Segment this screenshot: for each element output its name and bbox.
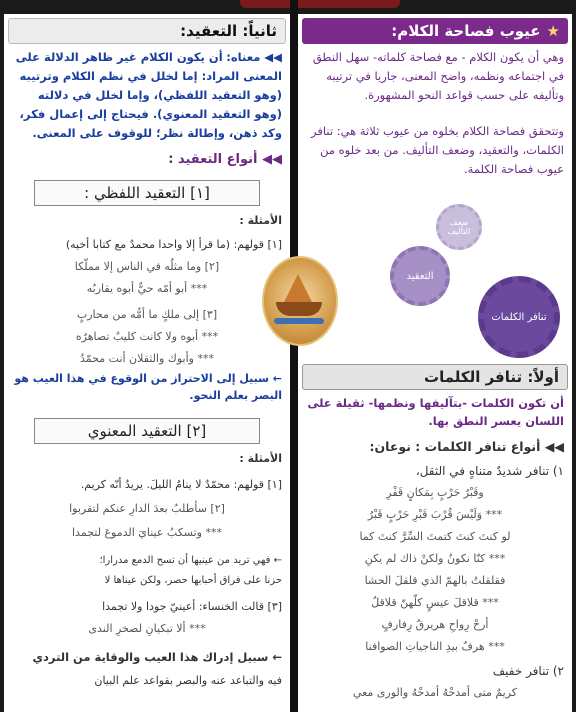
meaning-label: ◀◀ معناه: [226, 50, 282, 64]
poem-line: كريمٌ متى أمدحْهُ أمدحْهُ والورى معي [352, 686, 518, 699]
example-line: [٢] وما مثلُه في الناس إلا مملّكا [74, 260, 220, 273]
meaning-paragraph [12, 48, 282, 143]
diagram-label: تنافر الكلمات [491, 311, 547, 323]
left-column [4, 14, 290, 712]
intro-paragraph: وهي أن يكون الكلام - مع فصاحة كلماته- سهل النطق في اجتماعه ونظمه، واضح المعنى، جاريا في ترتيبه وتأليفه على حسب قواعد النحو المشهورة. [312, 50, 564, 102]
header-text: أولاً: تنافر الكلمات [424, 368, 559, 386]
poem-line: أرحْ رِواحِ هريرقُ رِفارفٍ [381, 618, 489, 631]
example-line: *** ألا تبكيانِ لصخرِ الندى [88, 622, 206, 635]
subheader-semantic-complexity: [٢] التعقيد المعنوي [34, 418, 260, 444]
example-line: *** أبو أمّه حيٌّ أبوه يقاربُه [86, 282, 208, 295]
examples-label: الأمثلة : [239, 214, 282, 227]
dissonance-definition: أن تكون الكلمات -بتآليفها ونظمها- ثقيلة على اللسان يعسر النطق بها. [307, 396, 564, 428]
diagram-label: ضعف التأليف [447, 218, 471, 236]
note-rhetoric-1: ← سبيل إدراك هذا العيب والوقاية من التردي [32, 650, 282, 664]
diagram-label: التعقيد [406, 270, 434, 282]
example-line: [٢] سأطلبُ بعدَ الدارِ عنكم لتقربوا [69, 502, 225, 515]
section-header-complexity [8, 18, 286, 44]
meaning-text: أن يكون الكلام غير ظاهر الدلالة على المعنى المراد: إما لخلل في نظم الكلام وترتيبه (وهو التعقيد اللفظي)، وإما لخلل في دلالته (وهو التعقيد المعنوي). فيحتاج إلى إعمال فكر، وكد ذهن، وإطالة نظر؛ للوقوف على المعنى. [15, 50, 282, 140]
example-line: ← فهي تريد من عينيها أن تسح الدمع مدرارا؛ [99, 555, 282, 566]
diagram-circle-word-dissonance [478, 276, 560, 358]
subheader-verbal-complexity: [١] التعقيد اللفظي : [34, 180, 260, 206]
ship-logo [262, 256, 338, 346]
section-header-faults [302, 18, 568, 44]
top-bar [0, 0, 576, 14]
examples-label-2: الأمثلة : [239, 452, 282, 465]
example-line: [١] قولهم: (ما قرأ إلا واحدا محمدٌ مع كتابا أخيه) [65, 238, 282, 251]
type-one: ١) تنافر شديدٌ متناهٍ في الثقل، [415, 464, 564, 478]
intro-paragraph-2: وتتحقق فصاحة الكلام بخلوه من عيوب ثلاثة هي: تنافر الكلمات، والتعقيد، وضعف التأليف. من بعد خلوه من عيوب فصاحة الكلمة. [311, 124, 564, 176]
ship-sail-icon [284, 274, 312, 302]
section-header-dissonance [302, 364, 568, 390]
type-two: ٢) تنافر خفيف [492, 664, 564, 678]
star-icon: ★ [546, 22, 560, 40]
wave-icon [274, 318, 324, 324]
poem-line: فقلقلتُ بالهمّ الذي قلقلَ الحشا [364, 574, 506, 587]
complexity-types-title: ◀◀ أنواع التعقيد : [168, 152, 282, 167]
example-line: [١] قولهم: محمّدٌ لا ينامُ الليلَ. يريدُ أنّه كريم. [80, 478, 282, 491]
dissonance-types-title: ◀◀ أنواع تنافر الكلمات : نوعان: [369, 439, 564, 454]
note-grammar: ← سبيل إلى الاحتراز من الوقوع في هذا العيب هو البصر بعلم النحو. [14, 372, 282, 402]
column-divider [290, 0, 298, 712]
top-red-tab [240, 0, 400, 8]
example-line: *** أبوه ولا كانت كليبٌ تصاهرُه [75, 330, 219, 343]
right-column [298, 14, 572, 712]
example-line: حزنا على فراق أحبابها حصر، ولكن عيناها لا [104, 575, 282, 586]
example-line: [٣] قالت الخنساء: أعينيّ جودا ولا تجمدا [102, 600, 282, 613]
header-text: ثانياً: التعقيد: [180, 22, 277, 40]
header-text: عيوب فصاحة الكلام: [391, 22, 541, 40]
example-line: [٣] إلى ملكٍ ما أمُّه من محاربٍ [76, 308, 218, 321]
poem-line: لو كنتَ كنتَ كتمتَ السِّرَّ كنتَ كما [359, 530, 511, 543]
example-line: *** وتسكبُ عينايَ الدموعَ لتجمدا [72, 526, 222, 539]
faults-diagram [378, 198, 568, 358]
example-line: *** وأبوك والثقلان أنت محمّدُ [80, 352, 214, 365]
ship-hull-icon [276, 302, 322, 316]
poem-line: *** هرفٌ بيدِ الناجياتِ الصوافنا [365, 640, 505, 653]
diagram-circle-weak-composition [436, 204, 482, 250]
poem-line: *** كنّا نكونُ ولكنْ ذاك لم يكنِ [364, 552, 506, 565]
diagram-circle-complexity [390, 246, 450, 306]
note-rhetoric-2: فيه والتباعد عنه والبصر بقواعد علم البيان [94, 674, 282, 687]
poem-line: *** وَلَيْسَ قُرْبَ قَبْرِ حَرْبٍ قَبْرُ [367, 508, 503, 521]
poem-line: وقَبْرُ حَرْبٍ بِمَكانٍ قَفْرِ [386, 486, 484, 499]
poem-line: *** قلاقلَ عيسٍ كلّهنّ قلاقلُ [371, 596, 499, 609]
